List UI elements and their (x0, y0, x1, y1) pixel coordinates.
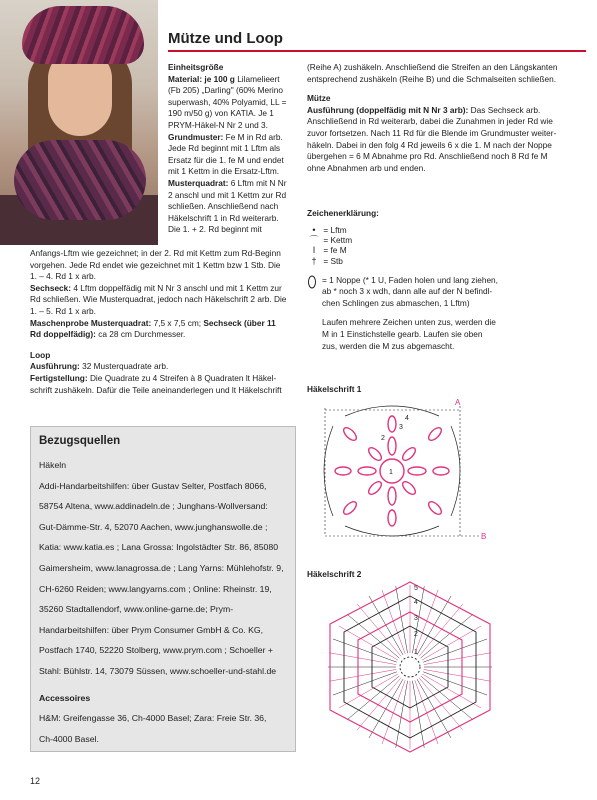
muetze-line: zuvor fortsetzen. Nach 11 Rd für die Blende im Grundmuster weiter- (307, 127, 557, 138)
sources-line: Gaimersheim, www.lanagrossa.de ; Lang Yarns: Mühlehofstr. 9, (39, 562, 284, 573)
sources-line: Postfach 1740, 52220 Stolberg, www.prym.com ; Schoeller + (39, 645, 273, 656)
stitch-spoke (333, 639, 397, 662)
material-line: PRYM-Häkel-N Nr 2 und 3. (168, 119, 268, 130)
grund-line: mit 1 Kettm in die Ersatz-Lftm. (168, 166, 280, 177)
stitch-spoke (357, 604, 401, 656)
sources-box (30, 426, 296, 752)
chart2-round-label: 3 (414, 615, 418, 622)
size-heading: Einheitsgröße (168, 62, 224, 72)
muetze-heading: Mütze (307, 93, 331, 104)
stitch-spoke (419, 604, 463, 656)
legend-item (307, 235, 591, 245)
chain-symbol-icon: • (312, 224, 316, 235)
stitch-spoke (382, 680, 405, 744)
muetze-line: ohne Abnahmen arb und enden. (307, 162, 426, 173)
probe-value: 7,5 x 7,5 cm; (153, 317, 202, 328)
stitch-spoke (412, 681, 424, 748)
accessories-line: H&M: Greifengasse 36, Ch-4000 Basel; Zara: Freie Str. 36, (39, 713, 267, 724)
stitch-spoke (424, 669, 491, 681)
stitch-spoke (382, 590, 405, 654)
loop-ausf-value: 32 Musterquadrate arb. (82, 361, 169, 372)
probe-value-2: ca 28 cm Durchmesser. (98, 329, 186, 340)
chart1-round-label: 1 (389, 469, 393, 476)
stitch-spoke (419, 678, 463, 730)
chart1-round-label: 2 (381, 435, 385, 442)
single-crochet-symbol-icon: I (312, 244, 316, 255)
chart1-round-label: 3 (399, 424, 403, 431)
chart2-round-label: 1 (414, 649, 418, 656)
quad-line: 2 anschl und mit 1 Kettm zur Rd (168, 189, 287, 200)
probe-label-3: Rd doppelfädig): (30, 329, 96, 340)
sources-line: Handarbeitshilfen: über Prym Consumer GmbH & Co. KG, (39, 624, 264, 635)
chart1-label-b: B (481, 532, 487, 541)
material-line: (Fb 205) „Darling" (60% Merino (168, 85, 283, 96)
material-line: superwash, 40% Polyamid, LL = (168, 96, 287, 107)
sources-line: Addi-Handarbeitshilfen: über Gustav Selter, Postfach 8066, (39, 480, 267, 491)
muetze-line: Anschließend in Rd weiterarb, dabei die Zunahmen in jeder Rd wie (307, 116, 553, 127)
legend-text: = Lftm (323, 224, 347, 235)
loop-illustration (14, 140, 146, 220)
left-wide-column (30, 248, 294, 396)
sechseck-label: Sechseck: (30, 282, 72, 293)
quad-line: schließen. Anschließend nach (168, 201, 279, 212)
loop-heading: Loop (30, 349, 51, 360)
grund-line: Fe M in Rd arb. (225, 131, 283, 142)
quad-line: 1. – 4. Rd 1 x arb. (30, 271, 96, 282)
chart2-round-label: 2 (414, 631, 418, 638)
cont-line: entsprechend zushäkeln (Reihe B) und die Schmalseiten schließen. (307, 73, 557, 84)
fertig-line: schrift zushäkeln. Dafür die Teile aneinanderlegen und lt Häkelschrift (30, 384, 282, 395)
slip-stitch-symbol-icon: ⌒ (309, 234, 319, 245)
quad-line: Die 1. + 2. Rd beginnt mit (168, 224, 262, 235)
sechseck-line: 4 Lftm doppelfädig mit N Nr 3 anschl und mit 1 Kettm zur (73, 282, 282, 293)
accessories-line: Ch-4000 Basel. (39, 733, 99, 744)
material-line: Lilamelieert (237, 73, 280, 84)
stitch-spoke (329, 669, 396, 681)
sources-title: Bezugsquellen (39, 435, 121, 447)
noppe-legend (307, 275, 591, 310)
sources-line: Gut-Dämme-Str. 4, 52070 Aachen, www.junghanswolle.de ; (39, 521, 268, 532)
sources-line: Stahl: Bühlstr. 14, 73079 Süssen, www.schoeller-und-stahl.de (39, 665, 277, 676)
sources-line: CH-6260 Reiden; www.langyarns.com ; Online: Rheinstr. 19, (39, 583, 272, 594)
sources-line: 58754 Altena, www.addinadeln.de ; Junghans-Wollversand: (39, 501, 268, 512)
crochet-chart-1 (305, 396, 505, 546)
accessories-heading: Accessoires (39, 692, 91, 703)
quad-line: Anfangs-Lftm wie gezeichnet; in der 2. Rd mit Kettm zum Rd-Beginn (30, 248, 281, 258)
quad-line: Häkelschrift 1 in Rd weiterarb. (168, 212, 279, 223)
muetze-line: häkeln. Dabei in den folg 4 Rd jeweils 6 x die 1. M nach der Noppe (307, 139, 552, 150)
noppe-line: = 1 Noppe (* 1 U, Faden holen und lang ziehen, (322, 274, 498, 285)
muetze-line: übergehen = 6 M Abnahme pro Rd. Anschließend noch 8 Rd fe M (307, 151, 548, 162)
hat-illustration (22, 6, 144, 64)
legend-text: = Stb (323, 255, 343, 266)
stitch-spoke (423, 639, 487, 662)
quad-line: vorgehen. Jede Rd endet wie gezeichnet mit 1 Kettm bzw 1 Stb. Die (30, 259, 281, 270)
note-line: M in 1 Einstichstelle gearb. Laufen sie oben (322, 328, 483, 339)
material-line: 190 m/50 g) von KATIA. Je 1 (168, 108, 274, 119)
stitch-spoke (357, 678, 401, 730)
chart2-heading: Häkelschrift 2 (307, 569, 362, 579)
sechseck-line: Rd schließen. Wie Musterquadrat, jedoch nach Häkelschrift 2 arb. Die (30, 294, 287, 305)
cont-line: (Reihe A) zushäkeln. Anschließend die Streifen an den Längskanten (307, 62, 558, 72)
chart1-heading: Häkelschrift 1 (307, 384, 362, 394)
crochet-chart-2 (310, 574, 510, 760)
legend-text: = fe M (323, 244, 347, 255)
right-column (307, 62, 591, 174)
probe-label: Maschenprobe Musterquadrat: (30, 317, 152, 328)
sources-sub-heading: Häkeln (39, 460, 67, 470)
left-narrow-column (168, 62, 294, 236)
note-line: zus, werden die M zus abgemascht. (322, 340, 455, 351)
model-photo (0, 0, 158, 245)
chart1-label-a: A (455, 398, 461, 407)
sechseck-line: 1. – 5. Rd 1 x arb. (30, 305, 96, 316)
loop-ausf-label: Ausführung: (30, 361, 80, 372)
noppe-line: ab * noch 3 x wdh, dann alle auf der N befindl- (322, 286, 493, 297)
chart2-round-label: 4 (414, 599, 418, 606)
page-number: 12 (30, 776, 41, 786)
fertig-line: Die Quadrate zu 4 Streifen à 8 Quadraten lt Häkel- (89, 372, 277, 383)
stitch-spoke (396, 681, 408, 748)
noppe-line: chen Schlingen zus abmaschen, 1 Lftm) (322, 297, 470, 308)
sources-line: 35260 Stadtallendorf, www.online-garne.de; Prym- (39, 604, 234, 615)
stitch-spoke (333, 672, 397, 695)
muetze-ausf-label: Ausführung (doppelfädig mit N Nr 3 arb): (307, 104, 469, 115)
bobble-symbol-icon (307, 275, 319, 310)
legend-item (307, 245, 591, 255)
muetze-line: Das Sechseck arb. (470, 104, 541, 115)
grund-label: Grundmuster: (168, 131, 224, 142)
quad-label: Musterquadrat: (168, 177, 229, 188)
stitch-spoke (396, 586, 408, 653)
stitch-spoke (329, 653, 396, 665)
grund-line: Ersatz für die 1. fe M und endet (168, 154, 284, 165)
stitch-spoke (415, 680, 438, 744)
probe-label-2: Sechseck (über 11 (203, 317, 276, 328)
sources-line: Katia: www.katia.es ; Lana Grossa: Ingolstädter Str. 86, 85080 (39, 542, 279, 553)
stitch-spoke (423, 672, 487, 695)
stitch-spoke (424, 653, 491, 665)
stitch-spoke (415, 590, 438, 654)
legend-text: = Kettm (323, 234, 353, 245)
legend-item (307, 225, 591, 235)
fertig-label: Fertigstellung: (30, 372, 88, 383)
material-label: Material: je 100 g (168, 73, 235, 84)
note-line: Laufen mehrere Zeichen unten zus, werden die (322, 317, 496, 328)
grund-line: Jede Rd beginnt mit 1 Lftm als (168, 143, 281, 154)
legend (307, 208, 591, 352)
legend-item (307, 255, 591, 267)
page-title: Mütze und Loop (168, 30, 283, 47)
legend-heading: Zeichenerklärung: (307, 208, 379, 218)
quad-line: 6 Lftm mit N Nr (230, 177, 287, 188)
chart2-round-label: 5 (414, 585, 418, 592)
double-crochet-symbol-icon: † (311, 255, 317, 266)
chart1-round-label: 4 (405, 415, 409, 422)
